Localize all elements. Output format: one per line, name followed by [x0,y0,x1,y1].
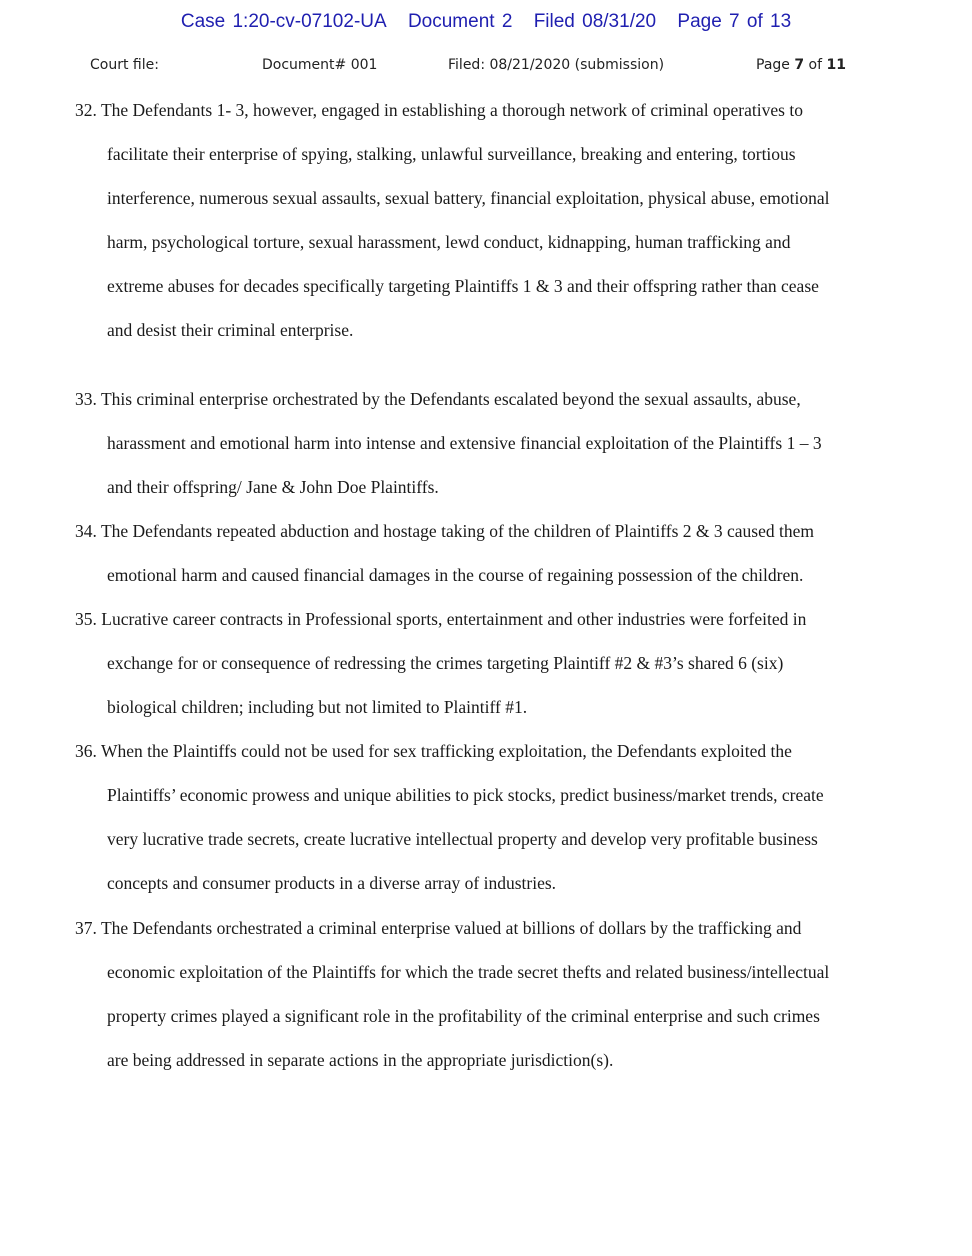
numbered-paragraph [0,385,972,517]
numbered-paragraph [0,605,972,737]
paragraph-text: harassment and emotional harm into intense and extensive financial exploitation of the Plaintiffs 1 – 3 [107,433,822,453]
stamp-document: Document 2 [407,11,513,32]
paragraph-text: very lucrative trade secrets, create lucrative intellectual property and develop very profitable business [107,829,818,849]
paragraph-text: When the Plaintiffs could not be used for sex trafficking exploitation, the Defendants exploited the [100,741,792,761]
paragraph-text: Plaintiffs’ economic prowess and unique abilities to pick stocks, predict business/market trends, create [107,785,824,805]
paragraph-number: 37. [75,918,97,938]
header-page-total: 11 [826,57,846,73]
paragraph-line [0,517,972,561]
paragraph-text: concepts and consumer products in a diverse array of industries. [107,873,557,893]
numbered-paragraph [0,914,972,1090]
paragraph-text: facilitate their enterprise of spying, stalking, unlawful surveillance, breaking and entering, tortious [107,144,796,164]
court-filing-stamp [0,11,972,33]
paragraph-line [0,96,972,140]
header-page-num: 7 [794,57,805,73]
header-filed: Filed: 08/21/2020 (submission) [448,57,665,73]
paragraph-line [0,649,972,693]
paragraph-line [0,316,972,360]
paragraph-line [0,914,972,958]
paragraph-text: harm, psychological torture, sexual harassment, lewd conduct, kidnapping, human trafficking and [107,232,791,252]
paragraph-line [0,228,972,272]
stamp-filed: Filed 08/31/20 [533,11,657,32]
paragraph-line [0,184,972,228]
stamp-case: Case 1:20-cv-07102-UA [180,11,387,32]
paragraph-text: exchange for or consequence of redressing the crimes targeting Plaintiff #2 & #3’s shared 6 (six) [107,653,784,673]
paragraph-text: property crimes played a significant role in the profitability of the criminal enterprise and such crimes [107,1006,820,1026]
paragraph-line [0,869,972,913]
paragraph-line [0,737,972,781]
paragraph-line [0,429,972,473]
stamp-page: Page 7 of 13 [677,11,792,32]
paragraph-text: Lucrative career contracts in Professional sports, entertainment and other industries were forfeited in [101,609,807,629]
header-page [756,57,846,73]
header-page-prefix: Page [756,57,795,73]
paragraph-text: extreme abuses for decades specifically targeting Plaintiffs 1 & 3 and their offspring rather than cease [107,276,819,296]
paragraph-text: The Defendants repeated abduction and hostage taking of the children of Plaintiffs 2 & 3 caused them [100,521,815,541]
header-page-of: of [804,57,827,73]
paragraph-number: 35. [75,609,97,629]
paragraph-line [0,958,972,1002]
numbered-paragraph [0,517,972,605]
paragraph-text: This criminal enterprise orchestrated by the Defendants escalated beyond the sexual assaults, abuse, [100,389,801,409]
paragraph-text: emotional harm and caused financial damages in the course of regaining possession of the children. [107,565,804,585]
paragraph-number: 34. [75,521,97,541]
paragraph-text: interference, numerous sexual assaults, sexual battery, financial exploitation, physical abuse, emotional [107,188,830,208]
paragraph-line [0,561,972,605]
paragraph-line [0,605,972,649]
paragraph-line [0,473,972,517]
paragraph-text: are being addressed in separate actions in the appropriate jurisdiction(s). [107,1050,614,1070]
header-document: Document# 001 [262,57,378,73]
paragraph-number: 36. [75,741,97,761]
paragraph-line [0,1046,972,1090]
paragraph-text: economic exploitation of the Plaintiffs for which the trade secret thefts and related business/intellectual [107,962,830,982]
paragraph-text: and desist their criminal enterprise. [107,320,354,340]
paragraph-text: The Defendants orchestrated a criminal enterprise valued at billions of dollars by the trafficking and [100,918,802,938]
numbered-paragraph [0,737,972,913]
paragraph-line [0,825,972,869]
paragraph-line [0,272,972,316]
paragraph-number: 32. [75,100,97,120]
document-body [0,96,972,1090]
paragraph-text: biological children; including but not limited to Plaintiff #1. [107,697,528,717]
paragraph-number: 33. [75,389,97,409]
numbered-paragraph [0,96,972,360]
paragraph-line [0,693,972,737]
paragraph-line [0,781,972,825]
paragraph-line [0,140,972,184]
paragraph-line [0,1002,972,1046]
paragraph-text: and their offspring/ Jane & John Doe Plaintiffs. [107,477,439,497]
header-court-file: Court file: [90,57,159,73]
paragraph-text: The Defendants 1- 3, however, engaged in establishing a thorough network of criminal operatives to [100,100,803,120]
paragraph-line [0,385,972,429]
